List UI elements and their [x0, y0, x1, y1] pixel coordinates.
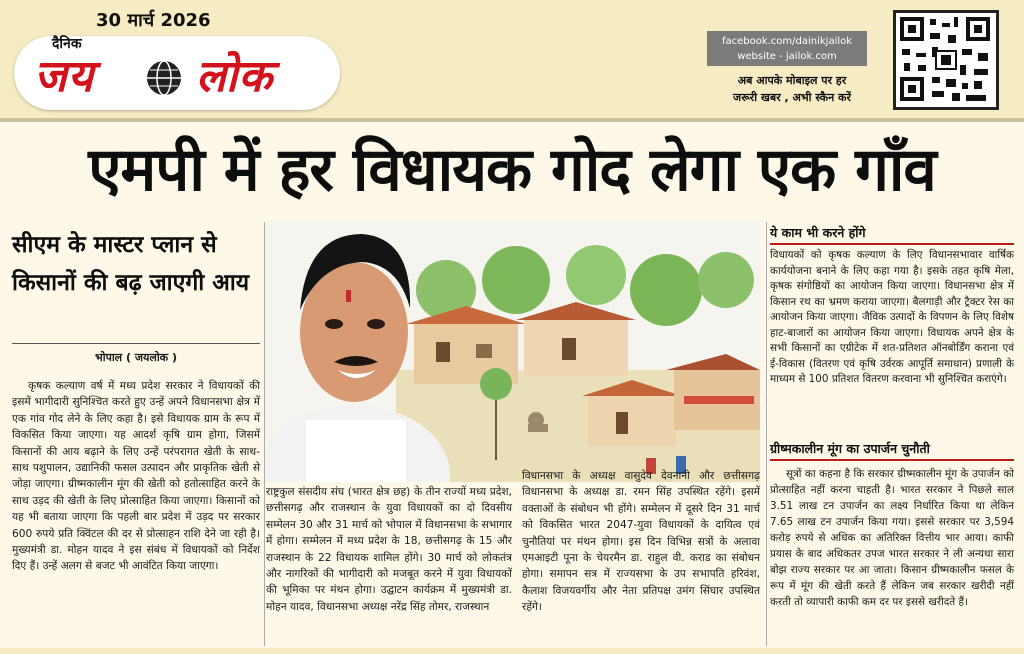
- facebook-link[interactable]: facebook.com/dainikjailok: [721, 36, 853, 47]
- masthead-divider: [0, 118, 1024, 122]
- subhead-divider: [12, 343, 260, 344]
- sidebar-heading-tasks: ये काम भी करने होंगे: [770, 224, 1014, 245]
- masthead: [0, 0, 1024, 118]
- globe-icon: [144, 58, 184, 98]
- logo-daily-label: दैनिक: [52, 36, 82, 52]
- scan-prompt-line1: अब आपके मोबाइल पर हर: [737, 74, 847, 87]
- village-illustration: [266, 220, 760, 482]
- issue-date: 30 मार्च 2026: [96, 10, 211, 31]
- article-body-col3: विधानसभा के अध्यक्ष वासुदेव देवनानी और छत्तीसगढ़ विधानसभा के अध्यक्ष डा. रमन सिंह उपस्थित रहेंगे। इसमें वक्ताओं के संबोधन भी होंगे। सम्मेलन में दूसरे दिन 31 मार्च को विकसित भारत 2047-युवा विधायकों के दायित्व एवं चुनौतियां पर मंथन होगा। इस दिन विभिन्न सत्रों के अलावा एमआइटी पूना के चेयरमैन डा. राहुल वी. कराड का संबोधन होगा। समापन सत्र में राज्यसभा के उप सभापति हरिवंश, कैलाश विजयवर्गीय और नेता प्रतिपक्ष उमंग सिंघार उपस्थित रहेंगे।: [522, 470, 760, 614]
- article-body-col2: राष्ट्रकुल संसदीय संघ (भारत क्षेत्र छह) के तीन राज्यों मध्य प्रदेश, छत्तीसगढ़ और राजस्थान के युवा विधायकों का दो दिवसीय सम्मेलन 30 और 31 मार्च को भोपाल में विधानसभा के सभागार में होगा। सम्मेलन में मध्य प्रदेश के 18, छत्तीसगढ़ के 15 और राजस्थान के 22 विधायक शामिल होंगे। 30 मार्च को लोकतंत्र और नागरिकों की भागीदारी को मजबूत करने में युवा विधायकों की भूमिका पर मंथन होगा। उद्घाटन कार्यक्रम में मुख्यमंत्री डा. मोहन यादव, विधानसभा अध्यक्ष नरेंद्र सिंह तोमर, राजस्थान: [266, 486, 512, 613]
- article-body-lead: कृषक कल्याण वर्ष में मध्य प्रदेश सरकार ने विधायकों की इसमें भागीदारी सुनिश्चित करते हुए उन्हें अपने विधानसभा क्षेत्र में एक गांव गोद लेने के लिए कहा है। इसे विधायक ग्राम के रूप में विकसित किया जाएगा। यह आदर्श कृषि ग्राम होगा, जिसमें किसानों की आय बढ़ाने के लिए उन्हें परंपरागत खेती के साथ-साथ पशुपालन, उद्यानिकी फसल उत्पादन और प्राकृतिक खेती से जोड़ा जाएगा। ग्रीष्मकालीन मूंग की खेती को हतोत्साहित करने के साथ उड़द की खेती के लिए प्रोत्साहित किया जाएगा। किसानों को यह भी बताया जाएगा कि पहली बार प्रदेश में उड़द पर सरकार 600 रुपये प्रति क्विंटल की दर से प्रोत्साहन राशि देने जा रही है। मुख्यमंत्री डा. मोहन यादव ने इस संबंध में विधायकों को निर्देश दिए हैं। उन्हें अलग से बजट भी आवंटित किया जाएगा।: [12, 380, 260, 573]
- scan-prompt: [706, 72, 878, 106]
- social-links-box: [707, 31, 867, 66]
- logo-word-right: लोक: [196, 51, 274, 102]
- column-divider: [766, 222, 767, 646]
- logo-word-left: जय: [34, 51, 95, 102]
- sub-headline: सीएम के मास्टर प्लान से किसानों की बढ़ जाएगी आय: [12, 232, 250, 296]
- sidebar-body-moong: सूत्रों का कहना है कि सरकार ग्रीष्मकालीन मूंग के उपार्जन को प्रोत्साहित नहीं करना चाहती है। भारत सरकार ने पिछले साल 3.51 लाख टन उपार्जन का लक्ष्य निर्धारित किया था लेकिन 7.65 लाख टन उपार्जन किया गया। इससे सरकार पर 3,594 करोड़ रुपये से अधिक का अतिरिक्त वित्तीय भार आया। काफी प्रयास के बाद अधिकतर उपज भारत सरकार ने ली अन्यथा सारा बोझ राज्य सरकार पर आ जाता। किसान ग्रीष्मकालीन फसल के रूप में मूंग की खेती करते हैं लेकिन जब सरकार खरीदी नहीं करती तो व्यापारी काफी कम दर पर इससे खरीदते हैं।: [770, 468, 1014, 608]
- page-footer-strip: [0, 648, 1024, 654]
- dateline: भोपाल ( जयलोक ): [95, 351, 177, 364]
- scan-prompt-line2: जरूरी खबर , अभी स्कैन करें: [733, 91, 851, 104]
- website-link[interactable]: website - jailok.com: [737, 51, 837, 62]
- sidebar-body-tasks: विधायकों को कृषक कल्याण के लिए विधानसभावार वार्षिक कार्ययोजना बनाने के लिए कहा गया है। इसके तहत कृषि मेला, कृषक संगोष्ठियों का आयोजन किया जाएगा। विधानसभा क्षेत्र में किसान रथ का भ्रमण कराया जाएगा। बैलगाड़ी और ट्रैक्टर रेस का आयोजन किया जाएगा। जैविक उत्पादों के विपणन के लिए विशेष हाट-बाजारों का आयोजन किया जाएगा। विधायक अपने क्षेत्र के सभी किसानों का एग्रीटेक में शत-प्रतिशत ऑनबोर्डिंग कराना एवं ई-विकास (वितरण एवं कृषि उर्वरक आपूर्ति समाधान) प्रणाली के माध्यम से 100 प्रतिशत वितरण करवाना भी सुनिश्चित कराएंगे।: [770, 249, 1014, 385]
- qr-code-icon[interactable]: [893, 10, 999, 110]
- sidebar-heading-moong: ग्रीष्मकालीन मूंग का उपार्जन चुनौती: [770, 440, 1014, 461]
- main-headline: एमपी में हर विधायक गोद लेगा एक गाँव: [88, 135, 936, 205]
- column-divider: [264, 222, 265, 646]
- article-photo: [266, 220, 760, 482]
